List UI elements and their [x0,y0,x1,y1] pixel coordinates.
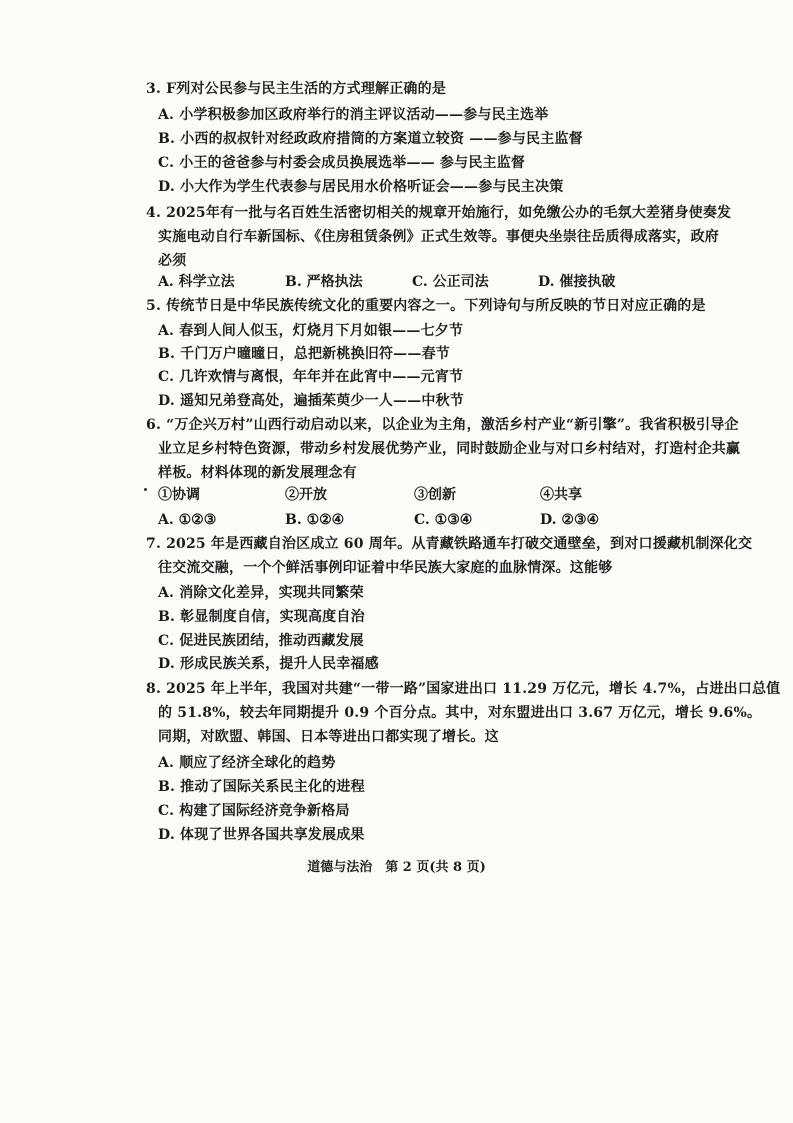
q7-option-a: A. 消除文化差异，实现共同繁荣 [158,585,364,601]
q6-option-d: D. ②③④ [540,512,600,528]
q6-item-2: ②开放 [285,487,327,503]
q5-option-b: B. 千门万户曈曈日，总把新桃换旧符——春节 [158,346,450,362]
q6-item-1: ①协调 [158,487,200,503]
q8-option-d: D. 体现了世界各国共享发展成果 [158,827,365,843]
q4-option-d: D. 催接执破 [538,274,616,290]
q8-option-c: C. 构建了国际经济竞争新格局 [158,803,350,819]
q6-line-2: 业立足乡村特色资源，带动乡村发展优势产业，同时鼓励企业与对口乡村结对，打造村企共赢 [158,441,741,457]
q8-option-b: B. 推动了国际关系民主化的进程 [158,779,365,795]
q6-option-a: A. ①②③ [158,512,217,528]
q6-option-c: C. ①③④ [414,512,473,528]
q5-option-c: C. 几许欢情与离恨，年年并在此宵中——元宵节 [158,369,464,385]
q7-option-b: B. 彰显制度自信，实现高度自治 [158,609,365,625]
q4-option-a: A. 科学立法 [158,274,235,290]
q7-line-1: 7. 2025 年是西藏自治区成立 60 周年。从青藏铁路通车打破交通壁垒，到对口援藏机制深化交 [146,536,753,552]
q6-item-3: ③创新 [414,487,456,503]
q6-item-4: ④共享 [540,487,582,503]
q8-option-a: A. 顺应了经济全球化的趋势 [158,755,336,771]
q8-line-1: 8. 2025 年上半年，我国对共建“一带一路”国家进出口 11.29 万亿元，增长 4.7%，占进出口总值 [146,681,781,697]
q7-option-d: D. 形成民族关系，提升人民幸福感 [158,656,379,672]
q7-line-2: 往交流交融，一个个鲜活事例印证着中华民族大家庭的血脉情深。这能够 [158,560,613,576]
q4-option-c: C. 公正司法 [412,274,489,290]
q7-option-c: C. 促进民族团结，推动西藏发展 [158,633,364,649]
q6-option-b: B. ①②④ [285,512,345,528]
q4-line-2: 实施电动自行车新国标、《住房租赁条例》正式生效等。事便央坐崇往岳质得成落实，政府 [158,229,719,245]
scan-speck [144,488,147,491]
q4-line-1: 4. 2025年有一批与名百姓生活密切相关的规章开始施行，如免缴公办的毛氛大差猪身使奏发 [146,205,732,221]
q4-line-3: 必须 [158,253,187,269]
q5-option-d: D. 遥知兄弟登高处，遍插茱萸少一人——中秋节 [158,393,464,409]
page-footer: 道德与法治 第 2 页(共 8 页) [307,860,486,875]
q6-line-1: 6. “万企兴万村”山西行动启动以来，以企业为主角，激活乡村产业“新引擎”。我省积极引导企 [146,417,739,433]
q3-option-c: C. 小王的爸爸参与村委会成员换展选举—— 参与民主监督 [158,155,526,171]
q3-stem: 3. F列对公民参与民主生活的方式理解正确的是 [146,81,447,97]
q4-option-b: B. 严格执法 [285,274,363,290]
q5-option-a: A. 春到人间人似玉，灯烧月下月如银——七夕节 [158,323,464,339]
q3-option-b: B. 小西的叔叔针对经政政府措筒的方案道立较资 ——参与民主监督 [158,131,583,147]
q3-option-a: A. 小学积极参加区政府举行的消主评议活动——参与民主选举 [158,107,549,123]
q8-line-3: 同期，对欧盟、韩国、日本等进出口都实现了增长。这 [158,729,499,745]
q6-line-3: 样板。材料体现的新发展理念有 [158,465,357,481]
q3-option-d: D. 小大作为学生代表参与居民用水价格听证会——参与民主决策 [158,179,564,195]
q5-stem: 5. 传统节日是中华民族传统文化的重要内容之一。下列诗句与所反映的节日对应正确的是 [146,298,706,314]
q8-line-2: 的 51.8%，较去年同期提升 0.9 个百分点。其中，对东盟进出口 3.67 万亿元，增长 9.6%。 [158,705,762,721]
